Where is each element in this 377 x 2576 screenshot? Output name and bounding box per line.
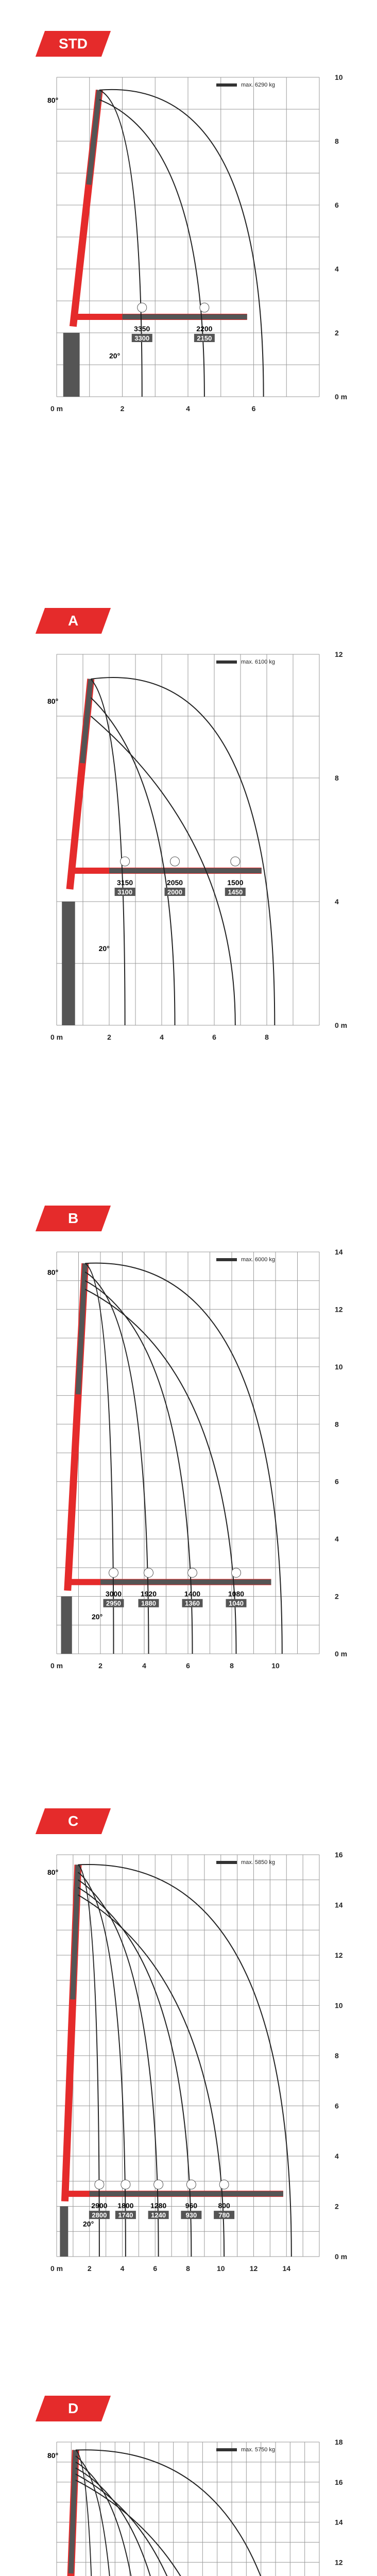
angle-top-label: 80° (47, 1868, 59, 1876)
station-load-top: 3350 (134, 325, 150, 333)
station-load-top: 2200 (196, 325, 213, 333)
section-tag-label: D (67, 2400, 79, 2416)
y-tick-label: 16 (335, 2478, 343, 2486)
x-tick-label: 8 (265, 1033, 269, 1041)
reach-envelope (78, 1865, 291, 2257)
crane-base (61, 1597, 72, 1654)
station-load-top: 1080 (228, 1589, 245, 1598)
angle-bottom-label: 20° (92, 1613, 103, 1621)
x-tick-label: 8 (186, 2264, 190, 2273)
station-load-bottom: 930 (185, 2211, 197, 2219)
y-tick-label: 18 (335, 2438, 343, 2446)
legend-swatch (216, 660, 237, 664)
x-tick-label: 0 m (50, 1033, 63, 1041)
y-tick-label: 6 (335, 1477, 339, 1486)
station-marker (200, 303, 209, 312)
section-tag-label: A (67, 613, 79, 629)
angle-top-label: 80° (47, 697, 59, 705)
y-tick-label: 8 (335, 1420, 339, 1429)
station-load-bottom: 1450 (228, 888, 243, 896)
station-load-bottom: 780 (218, 2211, 230, 2219)
x-tick-label: 2 (87, 2264, 92, 2273)
diagram-b (0, 1206, 377, 1710)
legend-max-label: max. 6290 kg (241, 82, 276, 88)
x-tick-label: 0 m (50, 404, 63, 413)
station-marker (188, 1568, 197, 1578)
y-tick-label: 2 (335, 1592, 339, 1601)
station-load-top: 3150 (117, 878, 133, 887)
crane-base (60, 2207, 68, 2257)
station-load-bottom: 1360 (185, 1599, 200, 1607)
station-marker (95, 2180, 104, 2189)
station-load-top: 800 (218, 2201, 230, 2210)
station-marker (109, 1568, 118, 1578)
station-load-top: 1500 (227, 878, 244, 887)
x-tick-label: 6 (153, 2264, 158, 2273)
crane-base (62, 902, 75, 1025)
y-tick-label: 16 (335, 1851, 343, 1859)
reach-curve (99, 90, 142, 397)
station-load-bottom: 1040 (229, 1599, 244, 1607)
y-tick-label: 4 (335, 1535, 339, 1544)
y-tick-label: 8 (335, 137, 339, 145)
x-tick-label: 0 m (50, 1662, 63, 1670)
y-tick-label: 0 m (335, 2252, 348, 2261)
x-tick-label: 6 (186, 1662, 190, 1670)
load-chart-b (0, 1206, 377, 1710)
station-load-bottom: 2800 (92, 2211, 107, 2219)
station-load-top: 2050 (166, 878, 183, 887)
legend-max-label: max. 6000 kg (241, 1257, 276, 1263)
legend-swatch (216, 1258, 237, 1261)
x-tick-label: 8 (230, 1662, 234, 1670)
y-tick-label: 6 (335, 2102, 339, 2110)
legend-swatch (216, 2448, 237, 2451)
y-tick-label: 14 (335, 1248, 343, 1256)
angle-bottom-label: 20° (98, 944, 110, 953)
x-tick-label: 2 (107, 1033, 111, 1041)
y-tick-label: 12 (335, 1951, 343, 1959)
legend-swatch (216, 1861, 237, 1864)
station-marker (219, 2180, 229, 2189)
station-marker (170, 857, 180, 866)
section-tag-label: B (67, 1210, 79, 1226)
y-tick-label: 2 (335, 329, 339, 337)
station-marker (121, 857, 130, 866)
station-marker (186, 2180, 196, 2189)
section-tag (36, 1808, 111, 1834)
station-load-bottom: 1880 (141, 1599, 156, 1607)
y-tick-label: 0 m (335, 1021, 348, 1029)
y-tick-label: 0 m (335, 393, 348, 401)
section-tag (36, 2396, 111, 2421)
x-tick-label: 0 m (50, 2264, 63, 2273)
crane-base (63, 333, 80, 397)
reach-envelope (91, 677, 275, 1025)
station-load-bottom: 3300 (134, 334, 150, 342)
station-marker (144, 1568, 153, 1578)
station-load-top: 1280 (150, 2201, 167, 2210)
reach-curve (85, 1281, 192, 1654)
station-marker (231, 857, 240, 866)
x-tick-label: 10 (271, 1662, 280, 1670)
x-tick-label: 2 (120, 404, 125, 413)
load-chart-c (0, 1808, 377, 2313)
legend-max-label: max. 5850 kg (241, 1859, 276, 1866)
y-tick-label: 12 (335, 1305, 343, 1314)
diagram-std (0, 31, 377, 453)
y-tick-label: 14 (335, 1901, 343, 1909)
station-load-top: 960 (185, 2201, 198, 2210)
station-load-top: 1400 (184, 1589, 201, 1598)
reach-curve (76, 2480, 235, 2576)
y-tick-label: 12 (335, 650, 343, 658)
y-tick-label: 10 (335, 1362, 343, 1371)
crane-boom-extension (78, 1263, 85, 1394)
load-chart-std (0, 31, 377, 453)
y-tick-label: 4 (335, 265, 339, 273)
x-tick-label: 4 (186, 404, 190, 413)
station-marker (121, 2180, 130, 2189)
station-load-top: 2900 (91, 2201, 108, 2210)
reach-curve (78, 1865, 99, 2257)
x-tick-label: 4 (142, 1662, 146, 1670)
section-tag (36, 608, 111, 634)
section-tag-label: STD (59, 36, 88, 52)
legend-max-label: max. 5750 kg (241, 2447, 276, 2453)
y-tick-label: 12 (335, 2558, 343, 2567)
station-load-bottom: 3100 (117, 888, 133, 896)
x-tick-label: 6 (212, 1033, 216, 1041)
angle-bottom-label: 20° (83, 2219, 94, 2228)
station-marker (138, 303, 147, 312)
angle-top-label: 80° (47, 1268, 59, 1277)
x-tick-label: 6 (251, 404, 256, 413)
reach-curve (76, 2462, 147, 2576)
y-tick-label: 4 (335, 897, 339, 906)
section-tag (36, 1206, 111, 1231)
diagram-a (0, 608, 377, 1082)
crane-boom-extension (73, 1865, 78, 1999)
station-load-top: 1920 (140, 1589, 157, 1598)
x-tick-label: 2 (98, 1662, 102, 1670)
station-marker (232, 1568, 241, 1578)
reach-envelope (76, 2450, 295, 2576)
station-marker (154, 2180, 163, 2189)
station-load-bottom: 1740 (118, 2211, 133, 2219)
x-tick-label: 4 (120, 2264, 125, 2273)
y-tick-label: 10 (335, 73, 343, 81)
x-tick-label: 4 (160, 1033, 164, 1041)
station-load-bottom: 1240 (151, 2211, 166, 2219)
reach-curve (78, 1880, 158, 2257)
legend-max-label: max. 6100 kg (241, 659, 276, 665)
y-tick-label: 8 (335, 2052, 339, 2060)
diagram-d (0, 2396, 377, 2576)
x-tick-label: 14 (282, 2264, 291, 2273)
reach-curve (76, 2456, 118, 2576)
angle-bottom-label: 20° (109, 351, 121, 360)
crane-boom-extension (89, 90, 99, 185)
load-chart-d (0, 2396, 377, 2576)
station-load-top: 3000 (105, 1589, 122, 1598)
station-load-bottom: 2000 (167, 888, 182, 896)
angle-top-label: 80° (47, 96, 59, 105)
y-tick-label: 14 (335, 2518, 343, 2527)
section-tag (36, 31, 111, 57)
diagram-c (0, 1808, 377, 2313)
legend-swatch (216, 83, 237, 87)
y-tick-label: 0 m (335, 1650, 348, 1658)
y-tick-label: 2 (335, 2202, 339, 2211)
station-load-bottom: 2950 (106, 1599, 121, 1607)
load-chart-a (0, 608, 377, 1082)
reach-curve (91, 698, 175, 1025)
angle-top-label: 80° (47, 2451, 59, 2460)
x-tick-label: 12 (249, 2264, 258, 2273)
y-tick-label: 10 (335, 2001, 343, 2010)
section-tag-label: C (67, 1813, 79, 1829)
y-tick-label: 8 (335, 774, 339, 782)
y-tick-label: 6 (335, 201, 339, 209)
y-tick-label: 4 (335, 2152, 339, 2160)
station-load-top: 1800 (117, 2201, 134, 2210)
station-load-bottom: 2150 (197, 334, 212, 342)
x-tick-label: 10 (216, 2264, 225, 2273)
